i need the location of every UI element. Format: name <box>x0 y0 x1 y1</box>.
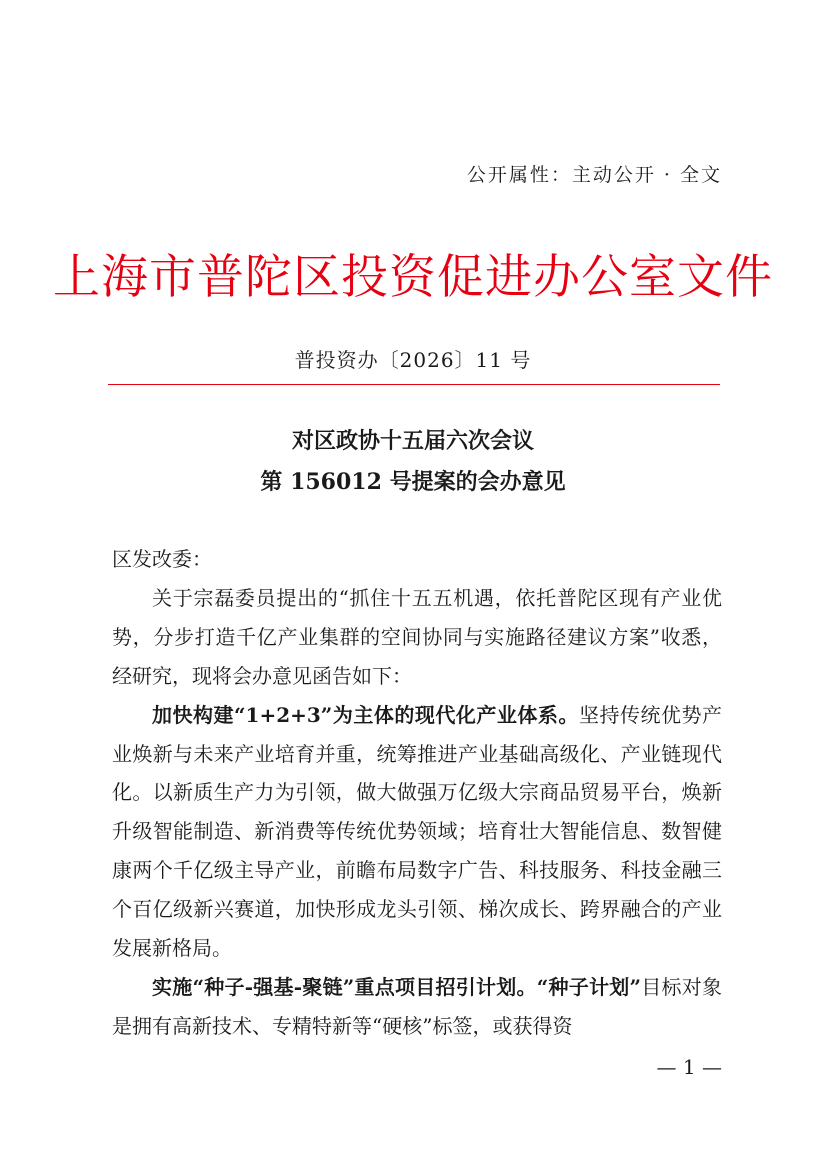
document-title-line-1: 对区政协十五届六次会议 <box>291 428 534 454</box>
paragraph-project-plan <box>112 968 722 1046</box>
paragraph-industry-system-text: 坚持传统优势产业焕新与未来产业培育并重，统筹推进产业基础高级化、产业链现代化。以新质生产力为引领，做大做强万亿级大宗商品贸易平台，焕新升级智能制造、新消费等传统优势领域；培育壮大智能信息、数智健康两个千亿级主导产业，前瞻布局数字广告、科技服务、科技金融三个百亿级新兴赛道，加快形成龙头引领、梯次成长、跨界融合的产业发展新格局。 <box>112 702 722 961</box>
document-number: 普投资办〔2026〕11 号 <box>294 348 532 372</box>
document-body <box>112 540 722 1046</box>
disclosure-attribute: 公开属性：主动公开 · 全文 <box>466 164 722 186</box>
paragraph-project-plan-text: 目标对象是拥有高新技术、专精特新等“硬核”标签，或获得资 <box>112 974 722 1038</box>
paragraph-project-plan-lead: 实施“种子-强基-聚链”重点项目招引计划。“种子计划” <box>152 974 642 999</box>
page-number: — 1 — <box>656 1055 722 1079</box>
paragraph-industry-system-lead: 加快构建“1+2+3”为主体的现代化产业体系。 <box>152 702 579 727</box>
issuing-organization-title: 上海市普陀区投资促进办公室文件 <box>53 250 773 305</box>
red-divider-line <box>108 384 720 385</box>
paragraph-industry-system <box>112 696 722 968</box>
document-title-line-2: 第 156012 号提案的会办意见 <box>260 469 566 495</box>
salutation: 区发改委： <box>112 547 212 571</box>
paragraph-intro: 关于宗磊委员提出的“抓住十五五机遇，依托普陀区现有产业优势，分步打造千亿产业集群的空间协同与实施路径建议方案”收悉，经研究，现将会办意见函告如下： <box>112 585 722 688</box>
